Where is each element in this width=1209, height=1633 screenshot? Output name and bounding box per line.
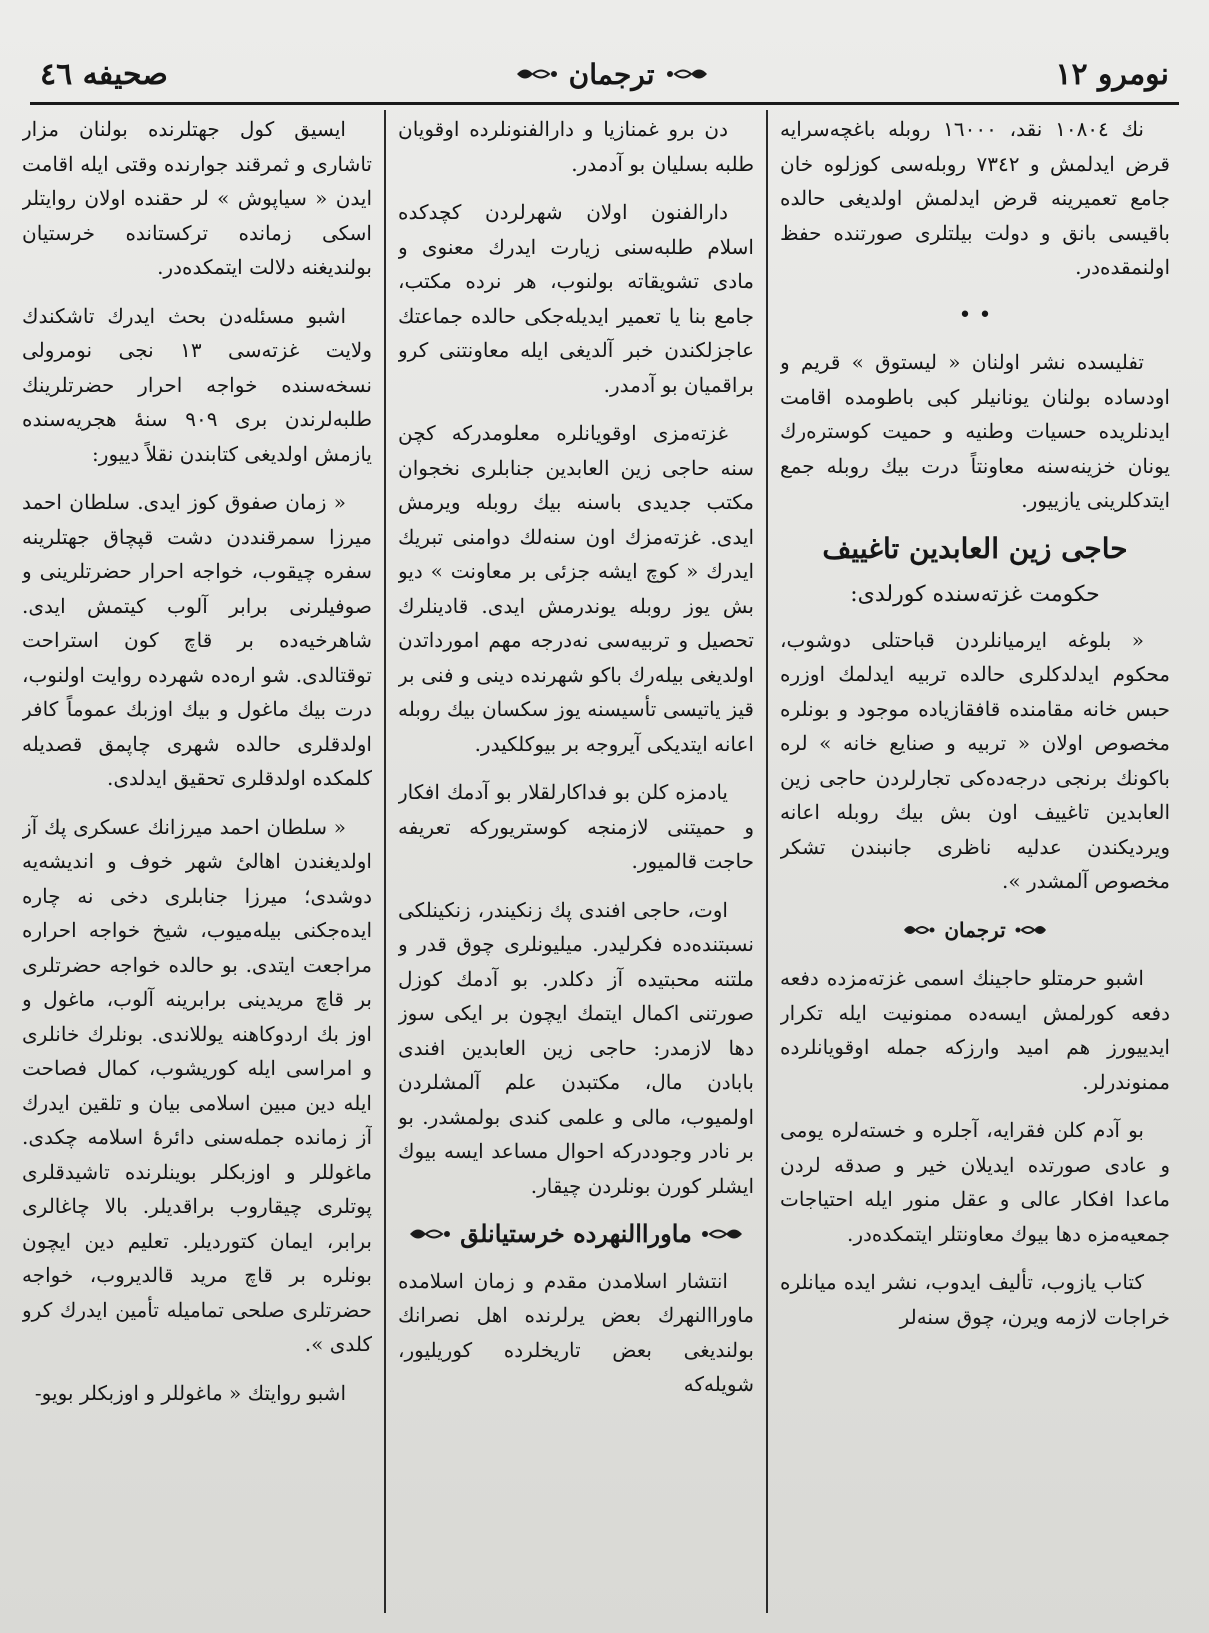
paragraph: نك ١٠٨٠٤ نقد، ١٦٠٠٠ روبله باغچه‌سرایه قرض ایدلمش و ٧٣٤٢ روبله‌سی کوزلوه خان جامع تعمیرینه قرض ایدلمش اولدیغی حالده باقیسی بانق و دولت بیلتلری صورتنده حفظ اولنمقده‌در.: [780, 117, 1170, 279]
editorial-heading: [780, 913, 1170, 948]
paragraph: غزته‌مزی اوقویانلره معلومدرکه کچن سنه حاجی زین العابدین جنابلری نخجوان مکتب جدیدی باسنه بیك روبله ویرمش ایدی. غزته‌مزك اون سنه‌لك دوامنی تبریك ایدرك « کوچ ایشه جزئی بر معاونت » دیو بش یوز روبله یوندرمش ایدی. قادینلرك تحصیل و تربیه‌سی نه‌درجه مهم امورداتدن اولدیغی بیله‌رك باکو شهرنده دینی و فنی بر قیز یاتیسی تأسیسنه یوز سکسان بیك روبله اعانه ایتدیکی آیروجه بر بیوکلکیدر.: [398, 421, 754, 756]
ornament-left-icon: [902, 921, 936, 939]
paragraph: یادمزه کلن بو فداکارلقلار بو آدمك افکار و حمیتنی لازمنجه کوستریورکه تعریفه حاجت قالمیور.: [398, 780, 754, 873]
article-title: حاجی زین العابدین تاغییف: [822, 531, 1128, 565]
paragraph: « زمان صفوق کوز ایدی. سلطان احمد میرزا سمرقنددن دشت قپچاق جهتلرینه سفره چیقوب، خواجه احرار حضرتلرینی و صوفیلرنی برابر آلوب کیتمش ایدی. شاهرخیه‌ده بر قاچ کون استراحت توقتالدی. شو اره‌ده شهرده روایت اولنوب، درت بیك ماغول و بیك اوزبك عموماً کافر اولدقلری حالده شهری چاپمق قصدیله کلمکده اولدقلری تحقیق ایدلدی.: [22, 490, 372, 790]
masthead: [515, 58, 709, 91]
paragraph: بو آدم کلن فقرایه، آجلره و خسته‌لره یومی و عادی صورتده ایدیلان خیر و صدقه لردن ماعدا افکار عالی و عقل منور ایله احتیاجات جمعیه‌مزه دها بیوك معاونتلر ایتمکده‌در.: [780, 1118, 1170, 1246]
header-rule: [30, 102, 1179, 105]
paragraph: ایسیق کول جهتلرنده بولنان مزار تاشاری و ثمرقند جوارنده وقتی ایله اقامت ایدن « سیاپوش » لر حقنده اولان روایتلر اسکی زمانده ترکستانده خرستیان بولندیغنه دلالت ایتمکده‌در.: [22, 117, 372, 279]
paragraph: اشبو مسئله‌دن بحث ایدرك تاشکندك ولایت غزته‌سی ١٣ نجی نومرولی نسخه‌سنده خواجه احرار حضرتلرینك طلبه‌لرندن بری ٩٠٩ سنهٔ هجریه‌سنده یازمش اولدیغی کتابندن نقلاً دییور:: [22, 303, 372, 466]
paragraph: دارالفنون اولان شهرلردن کچدکده اسلام طلبه‌سنی زیارت ایدرك معنوی و مادی تشویقاته بولنوب، هر نرده مکتب، جامع بنا یا تعمیر ایدیله‌جکی حالده جماعتك عاجزلکندن خبر آلدیغی ایله معاونتنی کرو براقمیان بو آدمدر.: [398, 200, 754, 397]
editorial-heading-label: ترجمان: [944, 917, 1006, 942]
page-header: [40, 52, 1169, 96]
column-divider-left: [384, 110, 386, 1613]
ornament-right-icon: [665, 63, 709, 85]
paragraph: کتاب یازوب، تألیف ایدوب، نشر ایده میانلره خراجات لازمه ویرن، چوق سنه‌لر: [780, 1270, 1170, 1329]
paragraph: اشبو روایتك « ماغوللر و اوزبکلر بویو-: [34, 1380, 346, 1405]
ornament-left-icon: [515, 63, 559, 85]
ornament-right-icon: [1014, 921, 1048, 939]
column-right: [780, 112, 1170, 1623]
paragraph: تفلیسده نشر اولنان « لیستوق » قریم و اودساده بولنان یونانیلر کبی باطومده اقامت ایدنلریده حسیات وطنیه و حمیت کوستره‌رك یونان خزینه‌سنه معاونتاً درت بیك روبله جمع ایتدکلرینی یازییور.: [780, 350, 1170, 512]
column-divider-right: [766, 110, 768, 1613]
ornament-left-icon: [408, 1223, 452, 1245]
paragraph: « بلوغه ایرمیانلردن قباحتلی دوشوب، محکوم ایدلدکلری حالده تربیه ایدلمك اوزره حبس خانه مقامنده قافقازیاده موجود و بونلره مخصوص اولان « تربیه و صنایع خانه » لره باکونك برنجی درجه‌ده‌کی تجارلردن حاجی زین العابدین تاغییف اون بش بیك روبله اعانه ویردیکندن عدلیه ناظری جانبندن تشکر مخصوص آلمشدر ».: [780, 627, 1170, 893]
paragraph: « سلطان احمد میرزانك عسکری پك آز اولدیغندن اهالیٔ شهر خوف و اندیشه‌یه دوشدی؛ میرزا جنابلری دخی نه چاره ایده‌جکنی بیله‌میوب، شیخ خواجه احراره مراجعت ایتدی. بو حالده خواجه حضرتلری بر قاچ مریدینی برابرینه آلوب، ماغول و اوز بك اردوکاهنه یوللاندی. بونلرك خانلری و امراسی ایله کوریشوب، کمال فصاحت ایله دین مبین اسلامی بیان و تلقین ایدرك آز زمانده جمله‌سنی دائرهٔ اسلامه چکدی. ماغوللر و اوزبکلر بوینلرنده تاشیدقلری پوتلری چیقاروب براقدیلر. بالا چاغالری برابر، ایمان کتوردیلر. تعلیم دین ایچون بونلره بر قاچ مرید قالدیروب، خواجه حضرتلری صلحی تمامیله تأمین ایدرك کرو کلدی ».: [22, 814, 372, 1356]
article-title-block: [398, 1217, 754, 1252]
article-subtitle: حکومت غزته‌سنده کورلدی:: [850, 582, 1100, 607]
article-title: ماوراالنهرده خرستیانلق: [460, 1219, 692, 1248]
masthead-title: ترجمان: [568, 57, 655, 91]
issue-number-label: نومرو ١٢: [1055, 56, 1169, 92]
paragraph: انتشار اسلامدن مقدم و زمان اسلامده ماوراالنهرك بعض یرلرنده اهل نصرانك بولندیغی بعض تاریخلرده کوریلیور، شویله‌که: [398, 1268, 754, 1396]
paragraph: اشبو حرمتلو حاجینك اسمی غزته‌مزده دفعه دفعه کورلمش ایسه‌ده ممنونیت ایله تکرار ایدییورز هم امید وارزکه جمله اوقویانلرده ممنوندرلر.: [780, 966, 1170, 1094]
column-left: [22, 112, 372, 1623]
page-number-label: صحیفه ٤٦: [40, 56, 168, 92]
ornament-right-icon: [700, 1223, 744, 1245]
paragraph: اوت، حاجی افندی پك زنکیندر، زنکینلکی نسبتنده‌ده فکرلیدر. میلیونلری چوق قدر و ملتنه محبتیده آز دکلدر. بو آدمك کوزل صورتنی اکمال ایتمك ایچون بر ایکی سوز دها لازمدر: حاجی زین العابدین افندی بابادن مال، مکتبدن علم آلمشلردن اولمیوب، مالی و علمی کندی بولمشدر. بو بر نادر وجوددرکه احوال مساعد ایسه بیوك ایشلر کورن بونلردن چیقار.: [398, 897, 754, 1198]
section-separator: • •: [958, 302, 992, 328]
paragraph: دن برو غمنازیا و دارالفنونلرده اوقویان طلبه بسلیان بو آدمدر.: [398, 117, 754, 176]
column-middle: [398, 112, 754, 1623]
